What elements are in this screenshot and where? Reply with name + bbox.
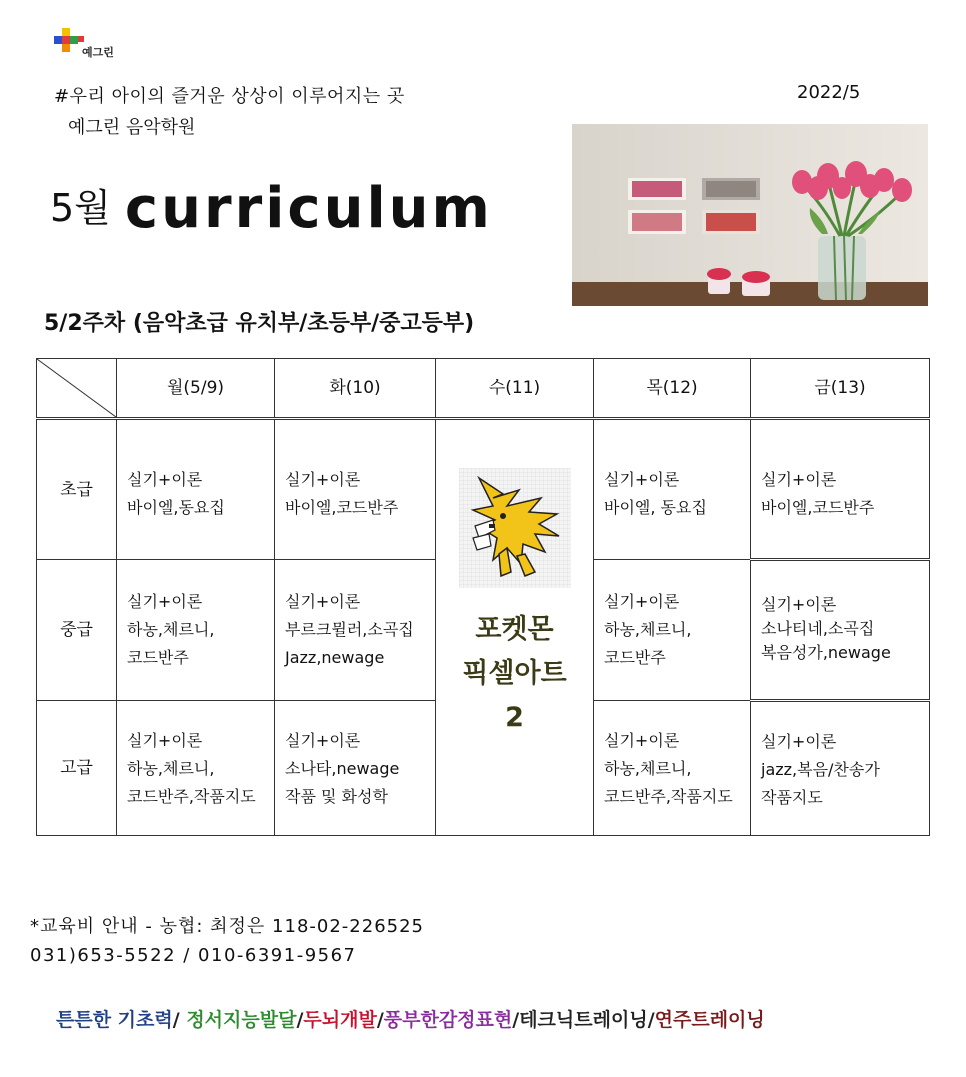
cell-line: 작품 및 화성학 (285, 787, 388, 806)
cell-line: 바이엘, 동요집 (604, 498, 707, 517)
slogan-part: / (512, 1009, 520, 1031)
slogan-part: 풍부한감정표현 (383, 1009, 513, 1031)
date: 2022/5 (797, 82, 861, 103)
phone-numbers: 031)653-5522 / 010-6391-9567 (30, 945, 357, 966)
academy-name: 예그린 음악학원 (68, 117, 196, 138)
slogan-part: / (296, 1009, 304, 1031)
cell-line: 실기+이론 (604, 470, 680, 489)
cell-line: 실기+이론 (285, 592, 361, 611)
cell-line: 바이엘,코드반주 (761, 498, 875, 517)
tulip-photo (572, 124, 928, 306)
cell-line: 코드반주 (604, 648, 666, 667)
cell-line: 실기+이론 (761, 732, 837, 751)
cell-beginner-tue (275, 419, 436, 560)
cell-beginner-thu (594, 419, 751, 560)
slogan-part: 테크닉트레이닝 (519, 1009, 648, 1031)
curriculum-table (36, 358, 930, 836)
table-row (37, 419, 930, 560)
special-line-3: 2 (505, 702, 524, 733)
cell-line: 실기+이론 (761, 595, 837, 614)
special-line-2: 픽셀아트 (462, 658, 567, 689)
cell-line: 하농,체르니, (127, 620, 215, 639)
cell-line: 실기+이론 (285, 470, 361, 489)
cell-line: 코드반주,작품지도 (127, 787, 256, 806)
cell-line: 하농,체르니, (604, 759, 692, 778)
level-advanced: 고급 (37, 701, 117, 836)
slogan-part: / (376, 1009, 384, 1031)
cell-line: 소나타,newage (285, 759, 400, 778)
cell-advanced-mon (117, 701, 275, 836)
cell-line: Jazz,newage (285, 648, 385, 667)
cell-line: 실기+이론 (127, 592, 203, 611)
page-title (50, 176, 493, 241)
cell-intermediate-tue (275, 560, 436, 701)
cell-line: 하농,체르니, (127, 759, 215, 778)
table-header-row (37, 359, 930, 419)
header-thu: 목(12) (594, 359, 751, 419)
cell-line: 코드반주,작품지도 (604, 787, 733, 806)
cell-line: 실기+이론 (604, 731, 680, 750)
cell-advanced-thu (594, 701, 751, 836)
cell-intermediate-fri (751, 560, 930, 701)
level-intermediate: 중급 (37, 560, 117, 701)
cell-line: 하농,체르니, (604, 620, 692, 639)
cell-line: 작품지도 (761, 788, 823, 807)
cell-beginner-fri (751, 419, 930, 560)
tuition-info: *교육비 안내 - 농협: 최정은 118-02-226525 (30, 916, 425, 937)
cell-intermediate-thu (594, 560, 751, 701)
level-beginner: 초급 (37, 419, 117, 560)
cell-line: 실기+이론 (127, 470, 203, 489)
slogan-part: 두뇌개발 (303, 1009, 377, 1031)
slogan-part: 연주트레이닝 (654, 1009, 765, 1031)
corner-cell (37, 359, 117, 419)
logo-text: 예그린 (82, 46, 114, 59)
wednesday-special-activity (436, 419, 594, 836)
cell-line: 소나티네,소곡집 (761, 619, 875, 638)
cell-line: 실기+이론 (285, 731, 361, 750)
title-month: 5월 (50, 186, 111, 230)
tagline: #우리 아이의 즐거운 상상이 이루어지는 곳 (54, 86, 405, 107)
cell-beginner-mon (117, 419, 275, 560)
cell-line: 실기+이론 (761, 470, 837, 489)
slogan-part: / (172, 1009, 187, 1031)
special-line-1: 포켓몬 (475, 614, 554, 645)
slogan-part: 정서지능발달 (186, 1009, 297, 1031)
cell-line: jazz,복음/찬송가 (761, 760, 880, 779)
cell-intermediate-mon (117, 560, 275, 701)
slogan-part: / (647, 1009, 655, 1031)
cell-line: 복음성가,newage (761, 643, 891, 662)
cell-line: 부르크뮐러,소곡집 (285, 620, 414, 639)
header-wed: 수(11) (436, 359, 594, 419)
header-mon: 월(5/9) (117, 359, 275, 419)
cell-advanced-fri (751, 701, 930, 836)
cell-line: 실기+이론 (604, 592, 680, 611)
cell-line: 바이엘,코드반주 (285, 498, 399, 517)
header-fri: 금(13) (751, 359, 930, 419)
week-title: 5/2주차 (음악초급 유치부/초등부/중고등부) (44, 311, 475, 336)
pokemon-pixel-art-icon (459, 468, 571, 588)
cell-advanced-tue (275, 701, 436, 836)
slogan (56, 1005, 765, 1032)
header-tue: 화(10) (275, 359, 436, 419)
title-word: curriculum (124, 176, 493, 241)
cell-line: 바이엘,동요집 (127, 498, 225, 517)
slogan-part: 튼튼한 기초력 (56, 1009, 173, 1031)
cell-line: 실기+이론 (127, 731, 203, 750)
cell-line: 코드반주 (127, 648, 189, 667)
